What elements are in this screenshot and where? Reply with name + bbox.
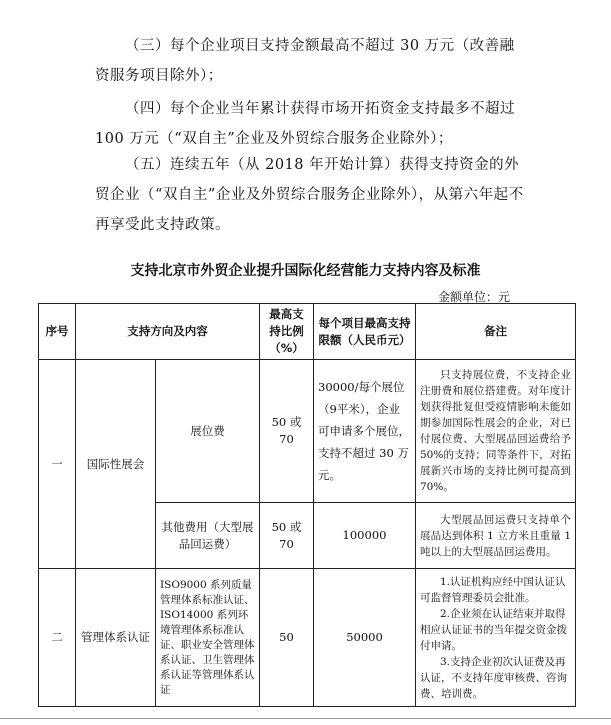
row-item: ISO9000 系列质量管理体系标准认证、ISO14000 系列环境管理体系标准认证、职业安全管理体系认证、卫生管理体系认证等管理体系认证 <box>156 569 260 707</box>
paragraph-item-5: （五）连续五年（从 2018 年开始计算）获得支持资金的外贸企业（“双自主”企业及外贸综合服务企业除外），从第六年起不再享受此支持政策。 <box>95 157 524 233</box>
paragraph-item-4: （四）每个企业当年累计获得市场开拓资金支持最多不超过 100 万元（“双自主”企业及外贸综合服务企业除外）； <box>95 101 515 147</box>
table-row <box>39 569 576 707</box>
remark-point: 2.企业须在认证结束并取得相应认证证书的当年提交资金拨付申请。 <box>420 607 567 652</box>
row-ratio: 50 或 70 <box>260 503 314 569</box>
header-remark: 备注 <box>416 304 576 360</box>
table-title: 支持北京市外贸企业提升国际化经营能力支持内容及标准 <box>130 263 481 279</box>
table-row <box>39 360 576 503</box>
paragraph-item-3: （三）每个企业项目支持金额最高不超过 30 万元（改善融资服务项目除外）； <box>95 38 515 84</box>
row-item: 其他费用（大型展品回运费） <box>156 503 260 569</box>
row-category: 管理体系认证 <box>76 569 156 707</box>
row-item: 展位费 <box>156 360 260 503</box>
remark-point: 3.支持企业初次认证费及再认证，不支持年度审核费、咨询费、培训费。 <box>420 655 567 700</box>
header-ratio: 最高支持比例（%） <box>260 304 314 360</box>
row-category: 国际性展会 <box>76 360 156 569</box>
row-ratio: 50 <box>260 569 314 707</box>
row-limit: 50000 <box>314 569 416 707</box>
table-header-row <box>39 304 576 360</box>
support-table <box>38 303 576 707</box>
header-seq: 序号 <box>39 304 76 360</box>
row-limit: 100000 <box>314 503 416 569</box>
row-seq: 一 <box>39 360 76 569</box>
header-direction: 支持方向及内容 <box>76 304 260 360</box>
currency-unit: 金额单位：元 <box>438 290 511 304</box>
header-limit: 每个项目最高支持限额（人民币元） <box>314 304 416 360</box>
remark-point: 1.认证机构应经中国认证认可监督管理委员会批准。 <box>420 575 566 604</box>
row-remark: 只支持展位费，不支持企业注册费和展位搭建费。对年度计划获得批复但受疫情影响未能如期参加国际性展会的企业，对已付展位费、大型展品回运费给予 50%的支持；同等条件下，对拓展新兴市场的支持比例可提高到 70%。 <box>416 360 576 503</box>
row-remark <box>416 569 576 707</box>
page-bottom-divider <box>0 718 611 719</box>
row-remark: 大型展品回运费只支持单个展品达到体积 1 立方米且重量 1 吨以上的大型展品回运费用。 <box>416 503 576 569</box>
row-limit: 30000/每个展位（9平米），企业可申请多个展位，支持不超过 30 万元。 <box>314 360 416 503</box>
row-seq: 二 <box>39 569 76 707</box>
row-ratio: 50 或 70 <box>260 360 314 503</box>
